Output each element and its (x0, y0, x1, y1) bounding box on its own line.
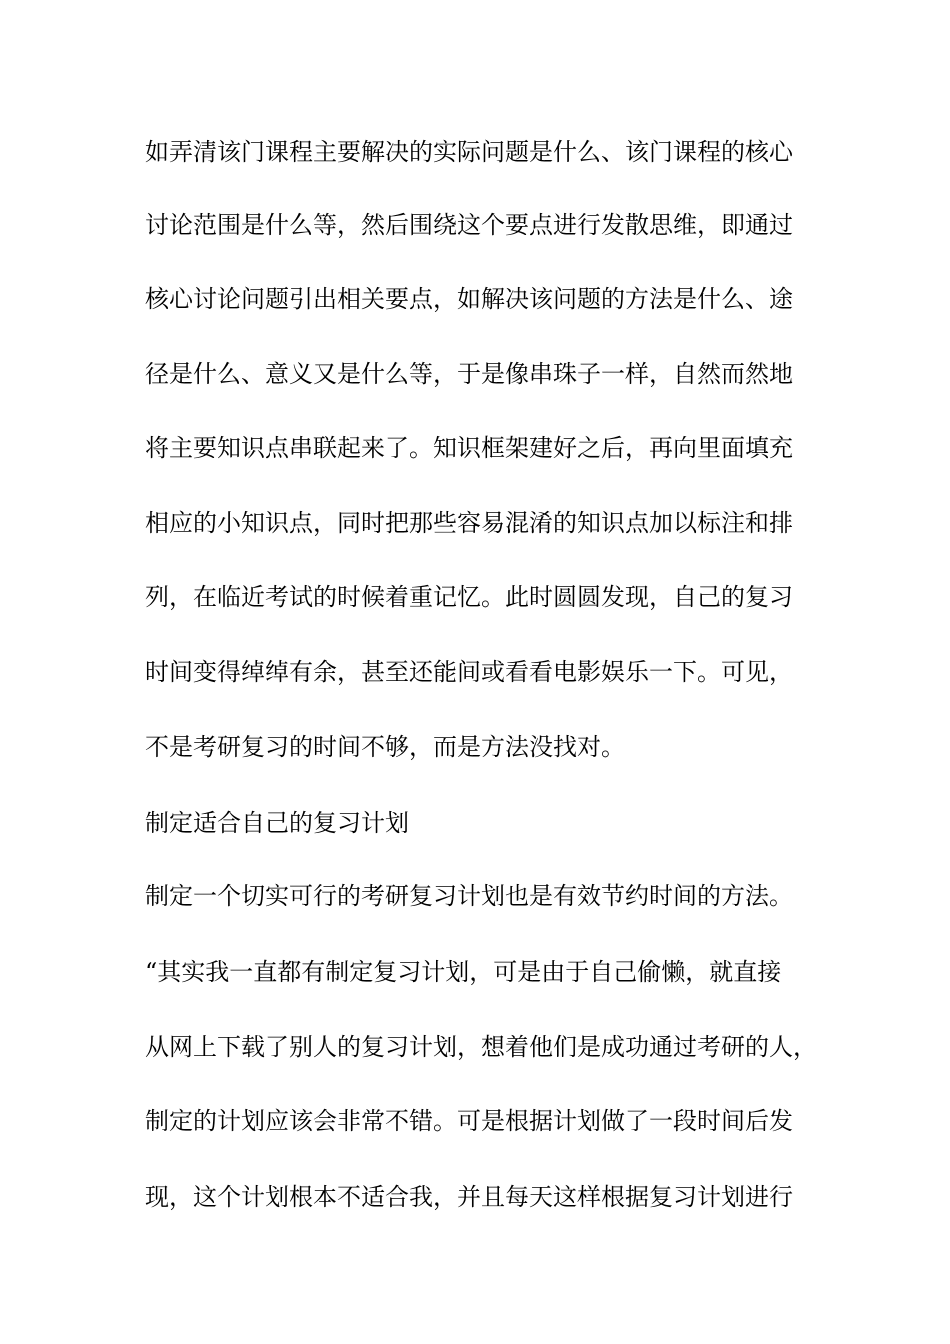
paragraph-line: “其实我一直都有制定复习计划，可是由于自己偷懒，就直接 (145, 958, 782, 986)
paragraph-line: 现，这个计划根本不适合我，并且每天这样根据复习计划进行 (145, 1183, 793, 1211)
paragraph-line: 相应的小知识点，同时把那些容易混淆的知识点加以标注和排 (145, 509, 793, 537)
paragraph-line: 列，在临近考试的时候着重记忆。此时圆圆发现，自己的复习 (145, 583, 793, 611)
paragraph-line: 将主要知识点串联起来了。知识框架建好之后，再向里面填充 (145, 434, 793, 462)
paragraph-line: 如弄清该门课程主要解决的实际问题是什么、该门课程的核心 (145, 138, 793, 166)
paragraph-line: 径是什么、意义又是什么等，于是像串珠子一样，自然而然地 (145, 360, 793, 388)
paragraph-line: 制定的计划应该会非常不错。可是根据计划做了一段时间后发 (145, 1107, 793, 1135)
paragraph-line: 从网上下载了别人的复习计划，想着他们是成功通过考研的人， (145, 1033, 817, 1061)
paragraph-line: 讨论范围是什么等，然后围绕这个要点进行发散思维，即通过 (145, 211, 793, 239)
section-heading: 制定适合自己的复习计划 (145, 809, 409, 837)
paragraph-line: 时间变得绰绰有余，甚至还能间或看看电影娱乐一下。可见， (145, 658, 793, 686)
paragraph-line: 核心讨论问题引出相关要点，如解决该问题的方法是什么、途 (145, 285, 793, 313)
paragraph-line: 制定一个切实可行的考研复习计划也是有效节约时间的方法。 (145, 882, 793, 910)
paragraph-line: 不是考研复习的时间不够，而是方法没找对。 (145, 733, 625, 761)
